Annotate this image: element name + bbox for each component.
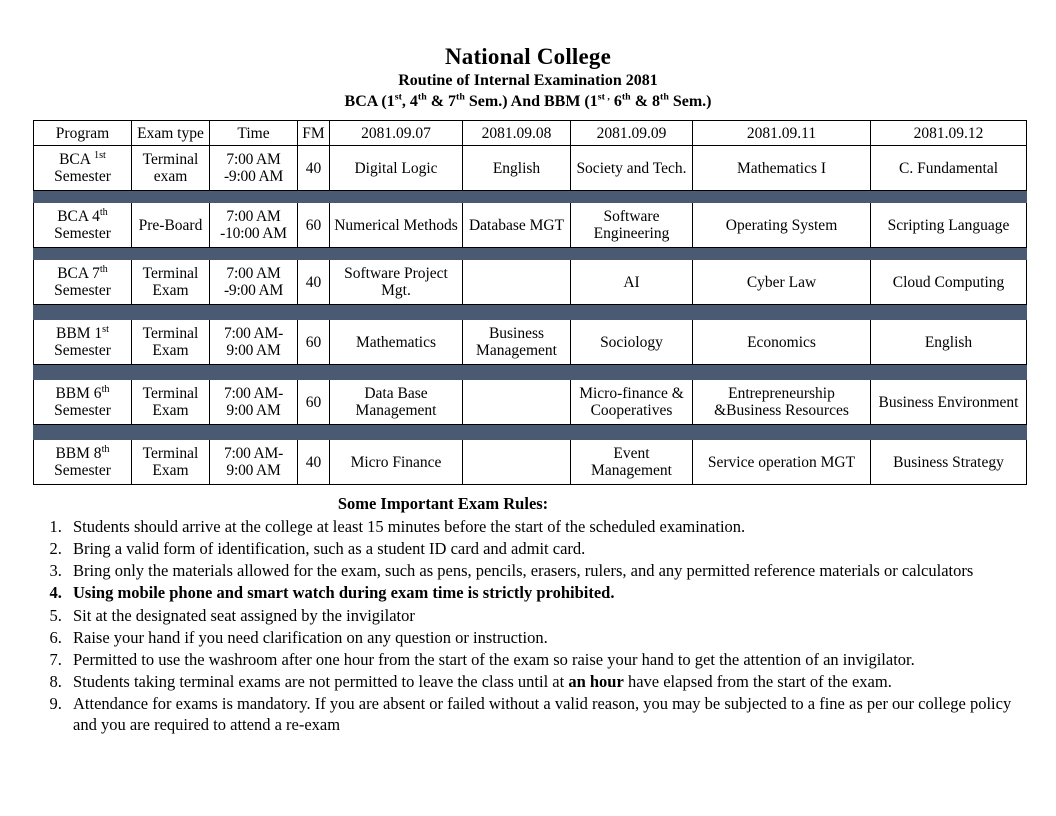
cell-time: 7:00 AM -10:00 AM xyxy=(210,203,298,248)
row-separator-bar xyxy=(34,191,1027,203)
cell-time: 7:00 AM -9:00 AM xyxy=(210,146,298,191)
cell-subject-date-3: Society and Tech. xyxy=(571,146,693,191)
cell-subject-date-5: C. Fundamental xyxy=(871,146,1027,191)
separator-bar xyxy=(34,191,1027,203)
cell-subject-date-1: Numerical Methods xyxy=(330,203,463,248)
separator-bar xyxy=(34,365,1027,380)
routine-title: Routine of Internal Examination 2081 xyxy=(398,72,658,90)
cell-program xyxy=(34,260,132,305)
row-separator-bar xyxy=(34,248,1027,260)
list-item xyxy=(66,671,1030,692)
cell-exam-type: Terminal exam xyxy=(132,146,210,191)
programs-sup-1: st xyxy=(394,91,402,103)
program-ordinal: st xyxy=(102,323,109,335)
program-name: BCA 7 xyxy=(57,264,100,282)
column-header-date-4: 2081.09.11 xyxy=(693,121,871,146)
cell-subject-date-4: Economics xyxy=(693,320,871,365)
program-name: BBM 6 xyxy=(55,384,102,402)
cell-exam-type: Terminal Exam xyxy=(132,260,210,305)
cell-subject-date-3: Micro-finance & Cooperatives xyxy=(571,380,693,425)
cell-full-marks: 40 xyxy=(298,146,330,191)
program-name: BCA xyxy=(59,150,94,168)
cell-subject-date-1: Digital Logic xyxy=(330,146,463,191)
separator-bar xyxy=(34,248,1027,260)
programs-sup-6: th xyxy=(660,91,669,103)
exam-rules-title: Some Important Exam Rules: xyxy=(337,494,549,514)
cell-time: 7:00 AM- 9:00 AM xyxy=(210,440,298,485)
list-item: 1. Students should arrive at the college at least 15 minutes before the start of the scheduled examination. xyxy=(66,516,1030,537)
cell-full-marks: 40 xyxy=(298,260,330,305)
programs-part-6: & 8 xyxy=(630,93,661,111)
programs-sup-5: th xyxy=(621,91,631,103)
table-row xyxy=(34,146,1027,191)
cell-subject-date-1: Software Project Mgt. xyxy=(330,260,463,305)
table-row xyxy=(34,440,1027,485)
cell-subject-date-3: AI xyxy=(571,260,693,305)
row-separator-bar xyxy=(34,305,1027,320)
cell-subject-date-2 xyxy=(463,380,571,425)
routine-table-container xyxy=(33,120,1026,485)
cell-exam-type: Terminal Exam xyxy=(132,320,210,365)
table-row xyxy=(34,320,1027,365)
cell-subject-date-4: Service operation MGT xyxy=(693,440,871,485)
list-item: 9. Attendance for exams is mandatory. If you are absent or failed without a valid reason, you may be subjected to a fine as per our college policy and you are required to attend a re-exam xyxy=(66,693,1030,735)
college-name: National College xyxy=(444,44,612,69)
cell-subject-date-4: Cyber Law xyxy=(693,260,871,305)
list-item: 3. Bring only the materials allowed for the exam, such as pens, pencils, erasers, rulers, and any permitted reference materials or calculators xyxy=(66,560,1030,581)
cell-time: 7:00 AM- 9:00 AM xyxy=(210,380,298,425)
program-semester-label: Semester xyxy=(54,402,111,420)
list-item: 6. Raise your hand if you need clarification on any question or instruction. xyxy=(66,627,1030,648)
list-item: 2. Bring a valid form of identification, such as a student ID card and admit card. xyxy=(66,538,1030,559)
program-semester-label: Semester xyxy=(54,462,111,480)
programs-part-3: & 7 xyxy=(426,93,457,111)
separator-bar xyxy=(34,305,1027,320)
programs-part-2: , 4 xyxy=(401,93,418,111)
program-ordinal: th xyxy=(99,206,108,218)
table-header-row xyxy=(34,121,1027,146)
table-row xyxy=(34,380,1027,425)
cell-program xyxy=(34,203,132,248)
cell-subject-date-2 xyxy=(463,260,571,305)
programs-part-1: BCA (1 xyxy=(344,93,395,111)
program-ordinal: th xyxy=(101,383,110,395)
rule-8-pre: Students taking terminal exams are not permitted to leave the class until at xyxy=(73,671,569,691)
cell-subject-date-4: Mathematics I xyxy=(693,146,871,191)
program-ordinal: th xyxy=(99,263,108,275)
program-semester-label: Semester xyxy=(54,225,111,243)
list-item: 5. Sit at the designated seat assigned by the invigilator xyxy=(66,605,1030,626)
exam-rules-section xyxy=(26,494,1030,735)
column-header-time: Time xyxy=(210,121,298,146)
cell-subject-date-5: Business Strategy xyxy=(871,440,1027,485)
column-header-date-2: 2081.09.08 xyxy=(463,121,571,146)
cell-subject-date-5: Cloud Computing xyxy=(871,260,1027,305)
cell-time: 7:00 AM -9:00 AM xyxy=(210,260,298,305)
program-semester-label: Semester xyxy=(54,342,111,360)
cell-subject-date-5: English xyxy=(871,320,1027,365)
cell-program xyxy=(34,440,132,485)
rule-8-emphasis: an hour xyxy=(568,671,624,691)
separator-bar xyxy=(34,425,1027,440)
cell-subject-date-2 xyxy=(463,440,571,485)
programs-sup-3: th xyxy=(456,91,465,103)
cell-subject-date-5: Business Environment xyxy=(871,380,1027,425)
exam-rules-list xyxy=(26,516,1030,735)
program-name: BCA 4 xyxy=(57,207,100,225)
column-header-date-3: 2081.09.09 xyxy=(571,121,693,146)
cell-subject-date-3: Sociology xyxy=(571,320,693,365)
cell-program xyxy=(34,380,132,425)
programs-sup-4: st , xyxy=(597,91,610,103)
table-row xyxy=(34,203,1027,248)
list-item: 7. Permitted to use the washroom after one hour from the start of the exam so raise your hand to get the attention of an invigilator. xyxy=(66,649,1030,670)
programs-subtitle xyxy=(0,92,1056,112)
cell-subject-date-1: Data Base Management xyxy=(330,380,463,425)
cell-exam-type: Terminal Exam xyxy=(132,440,210,485)
programs-part-4: Sem.) And BBM (1 xyxy=(464,93,598,111)
cell-subject-date-3: Software Engineering xyxy=(571,203,693,248)
row-separator-bar xyxy=(34,365,1027,380)
program-ordinal: 1st xyxy=(93,149,106,161)
program-name: BBM 8 xyxy=(55,444,102,462)
cell-subject-date-2: English xyxy=(463,146,571,191)
exam-routine-table xyxy=(33,120,1027,485)
cell-subject-date-4: Entrepreneurship &Business Resources xyxy=(693,380,871,425)
programs-part-7: Sem.) xyxy=(668,93,712,111)
list-item: 4. Using mobile phone and smart watch during exam time is strictly prohibited. xyxy=(66,582,1030,603)
cell-subject-date-2: Business Management xyxy=(463,320,571,365)
column-header-exam-type: Exam type xyxy=(132,121,210,146)
cell-exam-type: Pre-Board xyxy=(132,203,210,248)
cell-subject-date-4: Operating System xyxy=(693,203,871,248)
cell-program xyxy=(34,320,132,365)
cell-exam-type: Terminal Exam xyxy=(132,380,210,425)
cell-full-marks: 60 xyxy=(298,320,330,365)
program-semester-label: Semester xyxy=(54,282,111,300)
programs-sup-2: th xyxy=(417,91,427,103)
cell-subject-date-5: Scripting Language xyxy=(871,203,1027,248)
cell-subject-date-3: Event Management xyxy=(571,440,693,485)
cell-full-marks: 40 xyxy=(298,440,330,485)
column-header-date-5: 2081.09.12 xyxy=(871,121,1027,146)
cell-subject-date-1: Micro Finance xyxy=(330,440,463,485)
column-header-program: Program xyxy=(34,121,132,146)
rule-8-post: have elapsed from the start of the exam. xyxy=(623,671,892,691)
column-header-fm: FM xyxy=(298,121,330,146)
program-semester-label: Semester xyxy=(54,168,111,186)
cell-program xyxy=(34,146,132,191)
cell-full-marks: 60 xyxy=(298,380,330,425)
column-header-date-1: 2081.09.07 xyxy=(330,121,463,146)
document-heading xyxy=(0,0,1056,112)
program-ordinal: th xyxy=(101,443,110,455)
cell-subject-date-1: Mathematics xyxy=(330,320,463,365)
cell-full-marks: 60 xyxy=(298,203,330,248)
program-name: BBM 1 xyxy=(56,324,103,342)
cell-subject-date-2: Database MGT xyxy=(463,203,571,248)
row-separator-bar xyxy=(34,425,1027,440)
table-row xyxy=(34,260,1027,305)
programs-part-5: 6 xyxy=(609,93,622,111)
cell-time: 7:00 AM- 9:00 AM xyxy=(210,320,298,365)
